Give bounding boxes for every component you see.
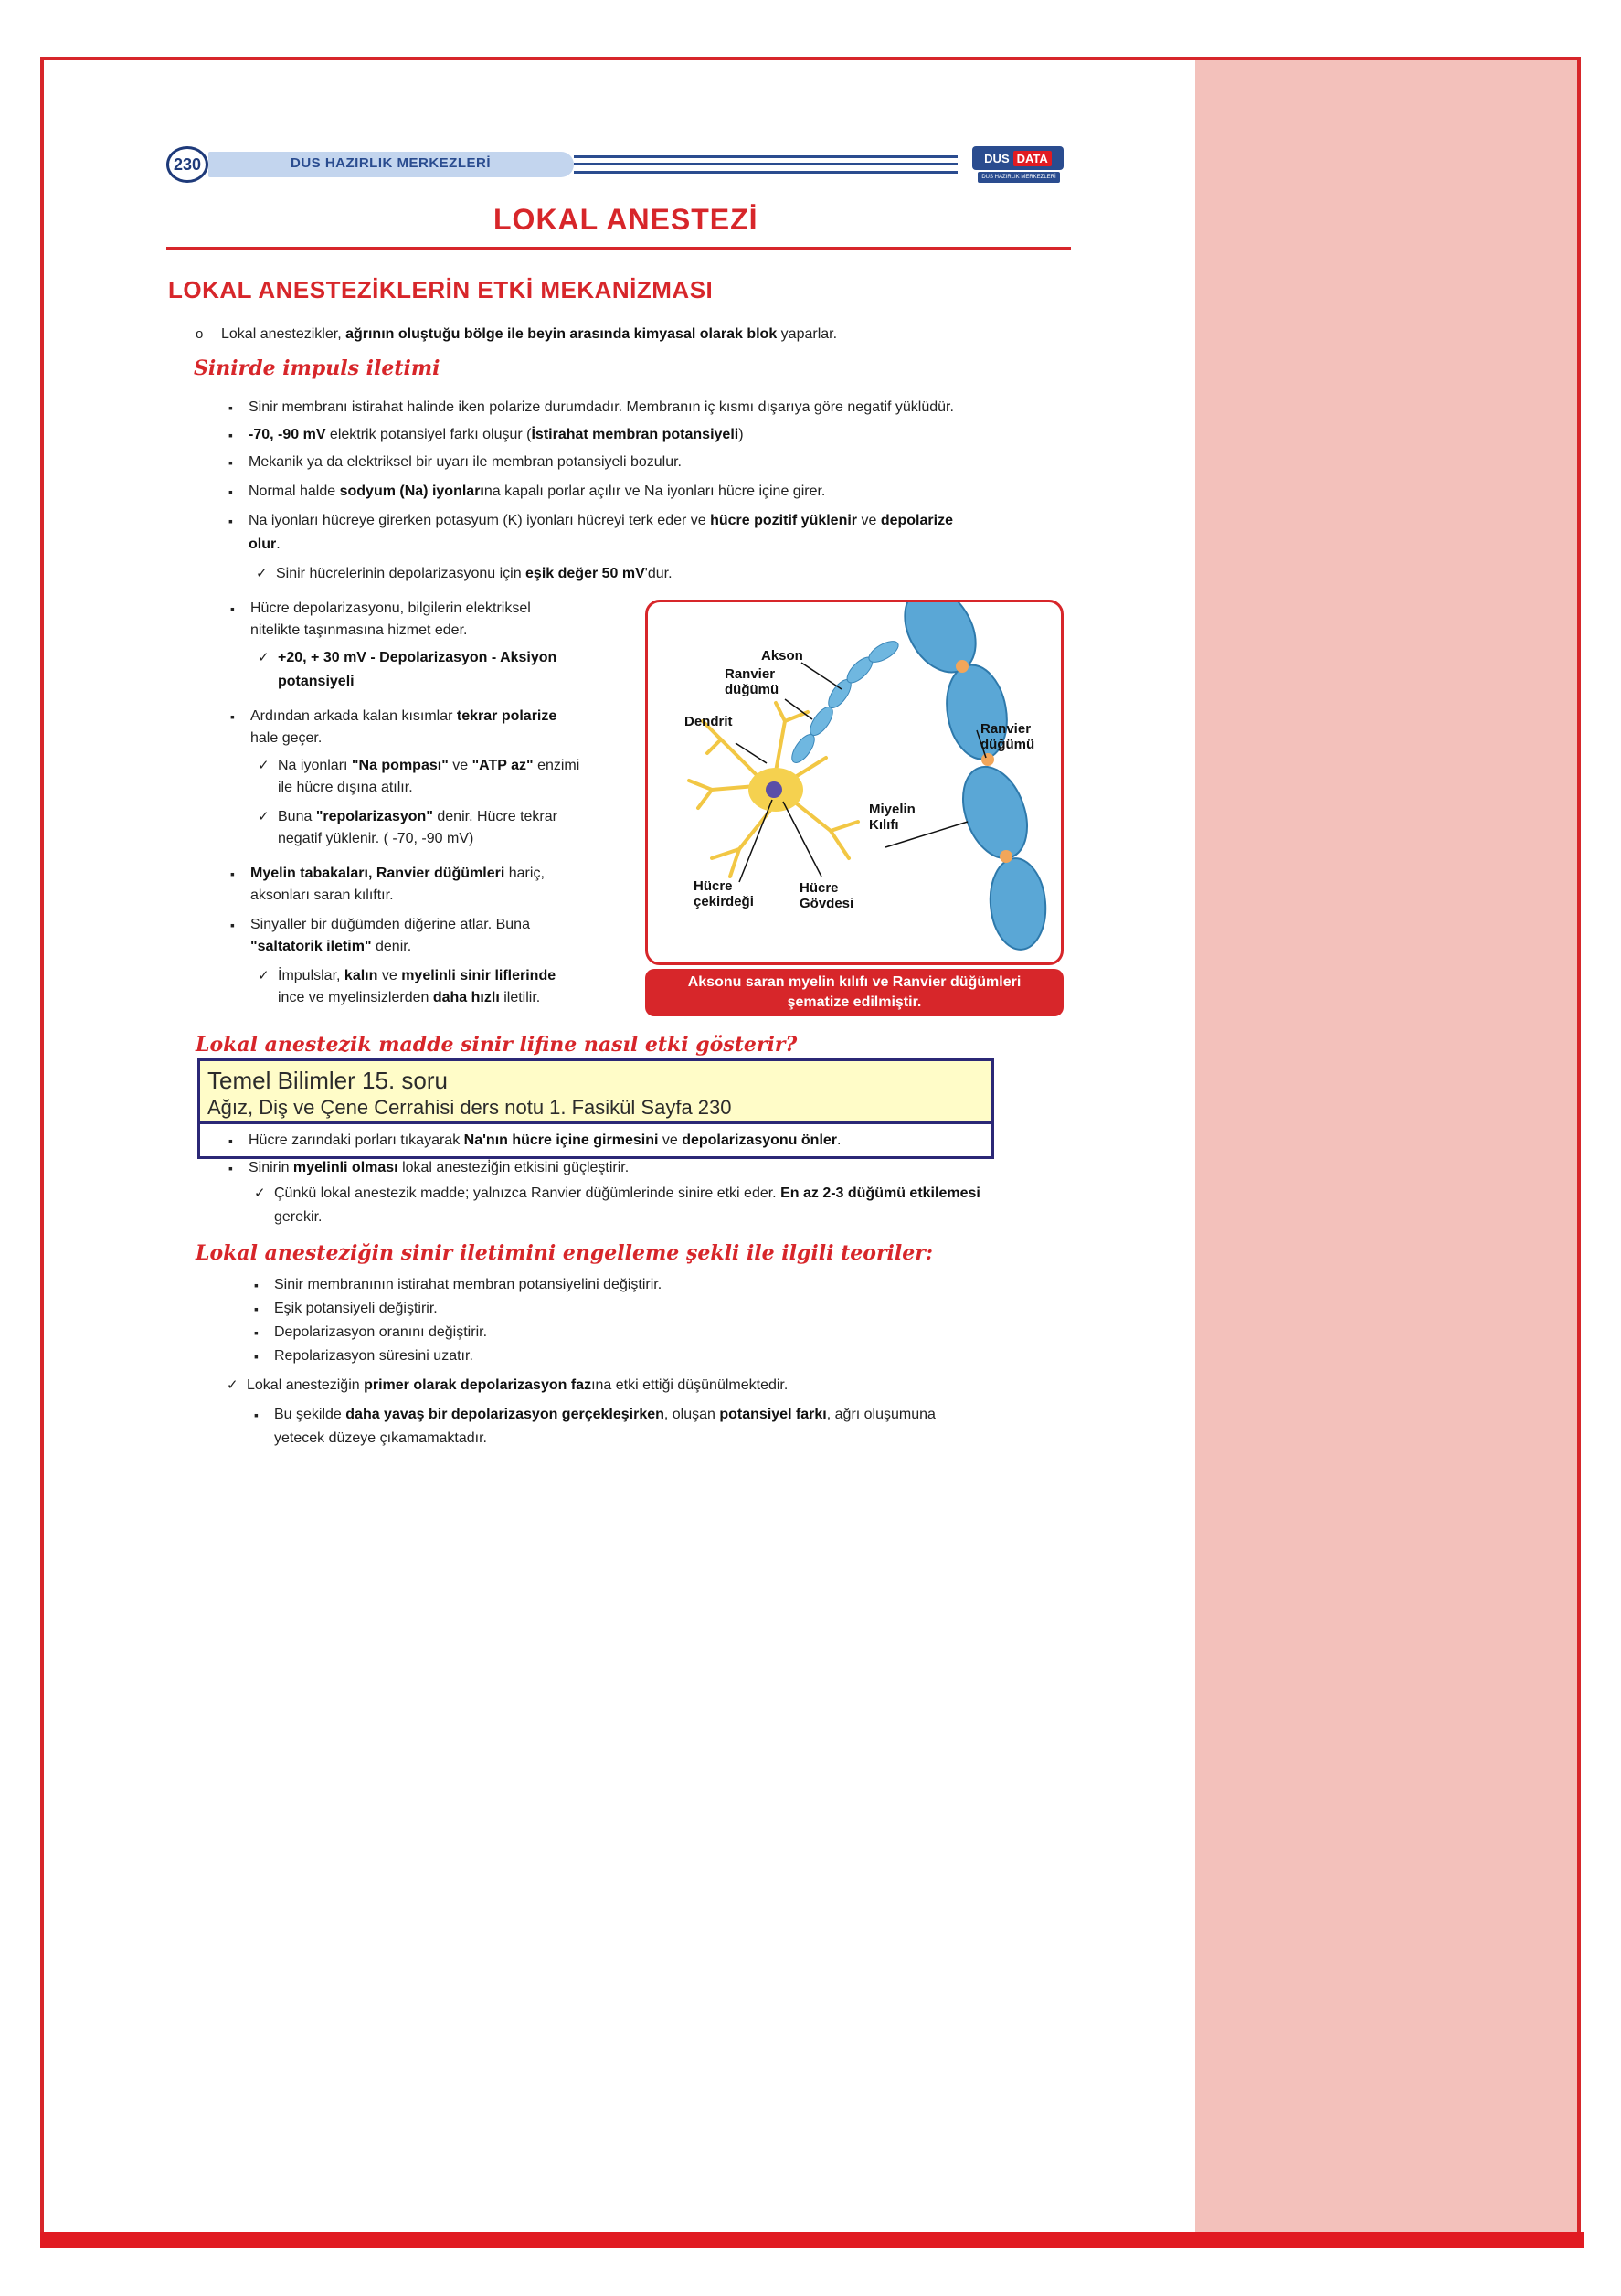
dusdata-logo xyxy=(963,143,1065,190)
logo-subtitle: DUS HAZIRLIK MERKEZLERİ xyxy=(978,172,1060,183)
list-item: ▪ Depolarizasyon oranını değiştirir. xyxy=(274,1322,487,1344)
header-band-label: DUS HAZIRLIK MERKEZLERİ xyxy=(291,155,491,171)
list-item-highlighted: ▪ Hücre zarındaki porları tıkayarak Na'nın hücre içine girmesini ve depolarizasyonu önler. xyxy=(249,1130,841,1152)
list-item: ▪ Hücre depolarizasyonu, bilgilerin elektriksel xyxy=(250,598,531,620)
label-cell-nucleus: Hücre çekirdeği xyxy=(694,878,754,909)
list-item-continuation: yetecek düzeye çıkamamaktadır. xyxy=(274,1430,487,1446)
check-item: ✓ +20, + 30 mV - Depolarizasyon - Aksiyon xyxy=(278,647,556,669)
myelin-segment xyxy=(987,856,1049,952)
check-item-continuation: potansiyeli xyxy=(278,674,355,689)
list-item: ▪ Na iyonları hücreye girerken potasyum (K) iyonları hücreyi terk eder ve hücre pozitif yüklenir ve depolarize xyxy=(249,510,953,532)
title-rule xyxy=(166,247,1071,250)
ranvier-node xyxy=(1000,850,1012,863)
check-item-continuation: ile hücre dışına atılır. xyxy=(278,780,413,795)
list-item-continuation: nitelikte taşınmasına hizmet eder. xyxy=(250,622,468,638)
page-title: LOKAL ANESTEZİ xyxy=(493,203,758,236)
check-item: ✓ Na iyonları "Na pompası" ve "ATP az" enzimi xyxy=(278,755,579,777)
list-item: ▪ -70, -90 mV elektrik potansiyel farkı oluşur (İstirahat membran potansiyeli) xyxy=(249,424,744,446)
section-heading-mechanism: LOKAL ANESTEZİKLERİN ETKİ MEKANİZMASI xyxy=(168,276,714,303)
list-item: ▪ Sinir membranı istirahat halinde iken polarize durumdadır. Membranın iç kısmı dışarıya göre negatif yüklüdür. xyxy=(249,397,954,419)
label-akson: Akson xyxy=(761,648,803,664)
page-header xyxy=(166,143,1066,194)
list-item-continuation: "saltatorik iletim" denir. xyxy=(250,939,412,954)
label-ranvier-node-1: Ranvier düğümü xyxy=(725,666,779,697)
list-item-continuation: hale geçer. xyxy=(250,730,323,746)
cell-nucleus xyxy=(766,781,782,798)
check-item-continuation: negatif yüklenir. ( -70, -90 mV) xyxy=(278,831,474,846)
list-item: ▪ Repolarizasyon süresini uzatır. xyxy=(274,1345,473,1367)
ranvier-node xyxy=(981,753,994,766)
check-item: ✓ Sinir hücrelerinin depolarizasyonu için eşik değer 50 mV'dur. xyxy=(276,563,673,585)
label-cell-body: Hücre Gövdesi xyxy=(800,880,854,911)
myelin-segment xyxy=(951,758,1039,867)
list-item: ▪ Normal halde sodyum (Na) iyonlarına kapalı porlar açılır ve Na iyonları hücre içine girer. xyxy=(249,481,825,503)
logo-data-text: DATA xyxy=(1013,151,1052,166)
check-item-continuation: ince ve myelinsizlerden daha hızlı iletilir. xyxy=(278,990,541,1005)
list-item: ▪ Myelin tabakaları, Ranvier düğümleri hariç, xyxy=(250,863,545,885)
check-item: ✓ İmpulslar, kalın ve myelinli sinir liflerinde xyxy=(278,965,556,987)
list-item: ▪ Sinyaller bir düğümden diğerine atlar. Buna xyxy=(250,914,530,936)
header-rule-lines xyxy=(574,155,958,174)
ranvier-node xyxy=(956,660,969,673)
label-ranvier-node-2: Ranvier düğümü xyxy=(980,721,1035,752)
list-item-continuation: olur. xyxy=(249,537,281,552)
list-item: ▪ Eşik potansiyeli değiştirir. xyxy=(274,1298,438,1320)
list-item: ▪ Bu şekilde daha yavaş bir depolarizasyon gerçekleşirken, oluşan potansiyel farkı, ağrı oluşumuna xyxy=(274,1404,936,1426)
page-number: 230 xyxy=(166,146,208,183)
highlight-source: Ağız, Diş ve Çene Cerrahisi ders notu 1. Fasikül Sayfa 230 xyxy=(207,1096,732,1119)
neuron-figure xyxy=(645,600,1064,965)
logo-dus-text: DUS xyxy=(984,151,1010,165)
intro-paragraph: o Lokal anestezikler, ağrının oluştuğu bölge ile beyin arasında kimyasal olarak blok yaparlar. xyxy=(221,324,837,345)
list-item-continuation: aksonları saran kılıftır. xyxy=(250,888,394,903)
list-item: ▪ Sinir membranının istirahat membran potansiyelini değiştirir. xyxy=(274,1274,662,1296)
label-myelin-sheath: Miyelin Kılıfı xyxy=(869,802,916,833)
subheading-local-anesthetic-action: Lokal anestezik madde sinir lifine nasıl etki gösterir? xyxy=(196,1033,798,1057)
label-dendrit: Dendrit xyxy=(684,714,733,729)
list-item: ▪ Ardından arkada kalan kısımlar tekrar polarize xyxy=(250,706,556,728)
list-item: ▪ Sinirin myelinli olması lokal anestezi̇ğin etkisini güçleştirir. xyxy=(249,1157,629,1179)
subheading-impulse: Sinirde impuls iletimi xyxy=(194,356,440,380)
highlight-question: Temel Bilimler 15. soru xyxy=(207,1067,448,1094)
check-item: ✓ Çünkü lokal anestezik madde; yalnızca Ranvier düğümlerinde sinire etki eder. En az 2-3 düğümü etkilemesi xyxy=(274,1183,980,1205)
check-item: ✓ Buna "repolarizasyon" denir. Hücre tekrar xyxy=(278,806,557,828)
check-item: ✓ Lokal anesteziğin primer olarak depolarizasyon fazına etki ettiği düşünülmektedir. xyxy=(247,1375,788,1397)
list-item: ▪ Mekanik ya da elektriksel bir uyarı ile membran potansiyeli bozulur. xyxy=(249,452,682,473)
subheading-theories: Lokal anesteziğin sinir iletimini engelleme şekli ile ilgili teoriler: xyxy=(196,1241,933,1265)
side-margin-panel xyxy=(1195,60,1577,2232)
check-item-continuation: gerekir. xyxy=(274,1209,323,1225)
header-band xyxy=(208,152,574,177)
figure-caption: Aksonu saran myelin kılıfı ve Ranvier düğümleri şematize edilmiştir. xyxy=(645,969,1064,1016)
question-reference-highlight xyxy=(197,1058,994,1124)
bottom-red-bar xyxy=(40,2232,1584,2248)
